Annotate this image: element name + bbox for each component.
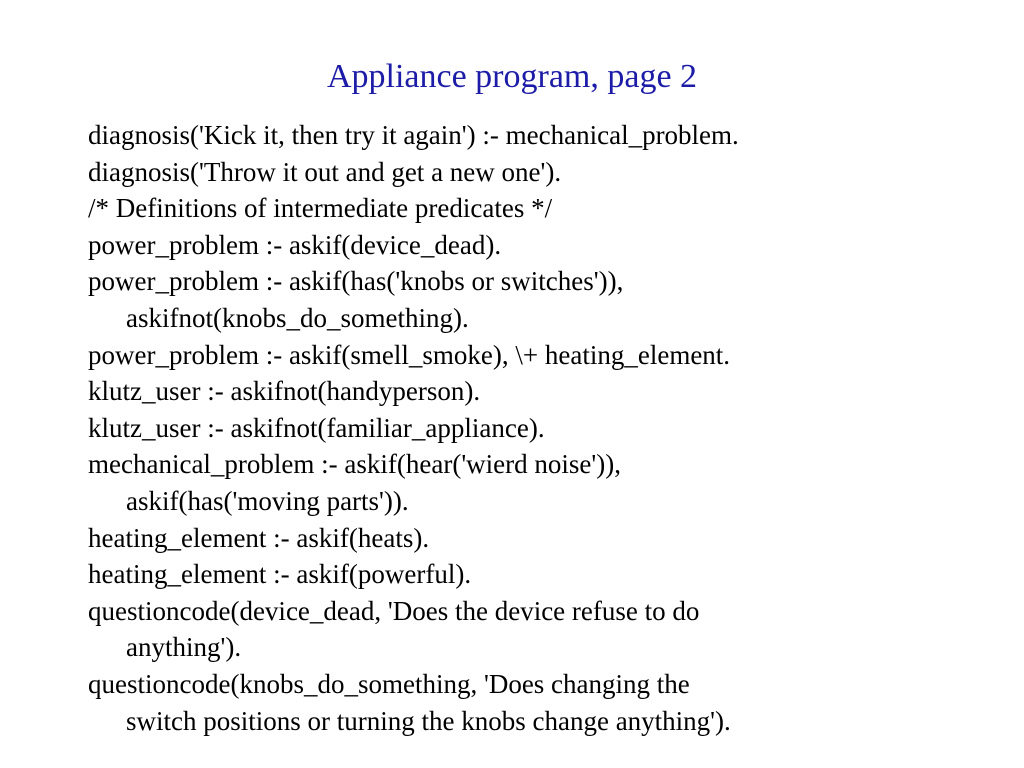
code-line: klutz_user :- askifnot(handyperson). <box>88 376 481 407</box>
code-line-continuation: askifnot(knobs_do_something). <box>126 302 469 333</box>
code-comment: /* Definitions of intermediate predicates */ <box>88 193 553 224</box>
slide-title: Appliance program, page 2 <box>326 58 698 95</box>
code-line: heating_element :- askif(heats). <box>88 522 430 553</box>
code-line: klutz_user :- askifnot(familiar_appliance). <box>88 412 545 443</box>
code-line-continuation: anything'). <box>126 632 242 663</box>
code-line: mechanical_problem :- askif(hear('wierd noise')), <box>88 449 621 480</box>
code-line: power_problem :- askif(device_dead). <box>88 229 502 260</box>
code-line: diagnosis('Throw it out and get a new one'). <box>88 156 562 187</box>
code-line: heating_element :- askif(powerful). <box>88 559 472 590</box>
code-line: power_problem :- askif(has('knobs or switches')), <box>88 266 624 297</box>
code-line: questioncode(device_dead, 'Does the device refuse to do <box>88 595 700 626</box>
code-listing <box>88 117 968 739</box>
code-line: diagnosis('Kick it, then try it again') :- mechanical_problem. <box>88 120 739 150</box>
code-line: questioncode(knobs_do_something, 'Does changing the <box>88 668 690 699</box>
code-line-continuation: askif(has('moving parts')). <box>126 485 409 516</box>
code-line: power_problem :- askif(smell_smoke), \+ heating_element. <box>88 339 731 370</box>
code-line-continuation: switch positions or turning the knobs change anything'). <box>126 705 731 736</box>
